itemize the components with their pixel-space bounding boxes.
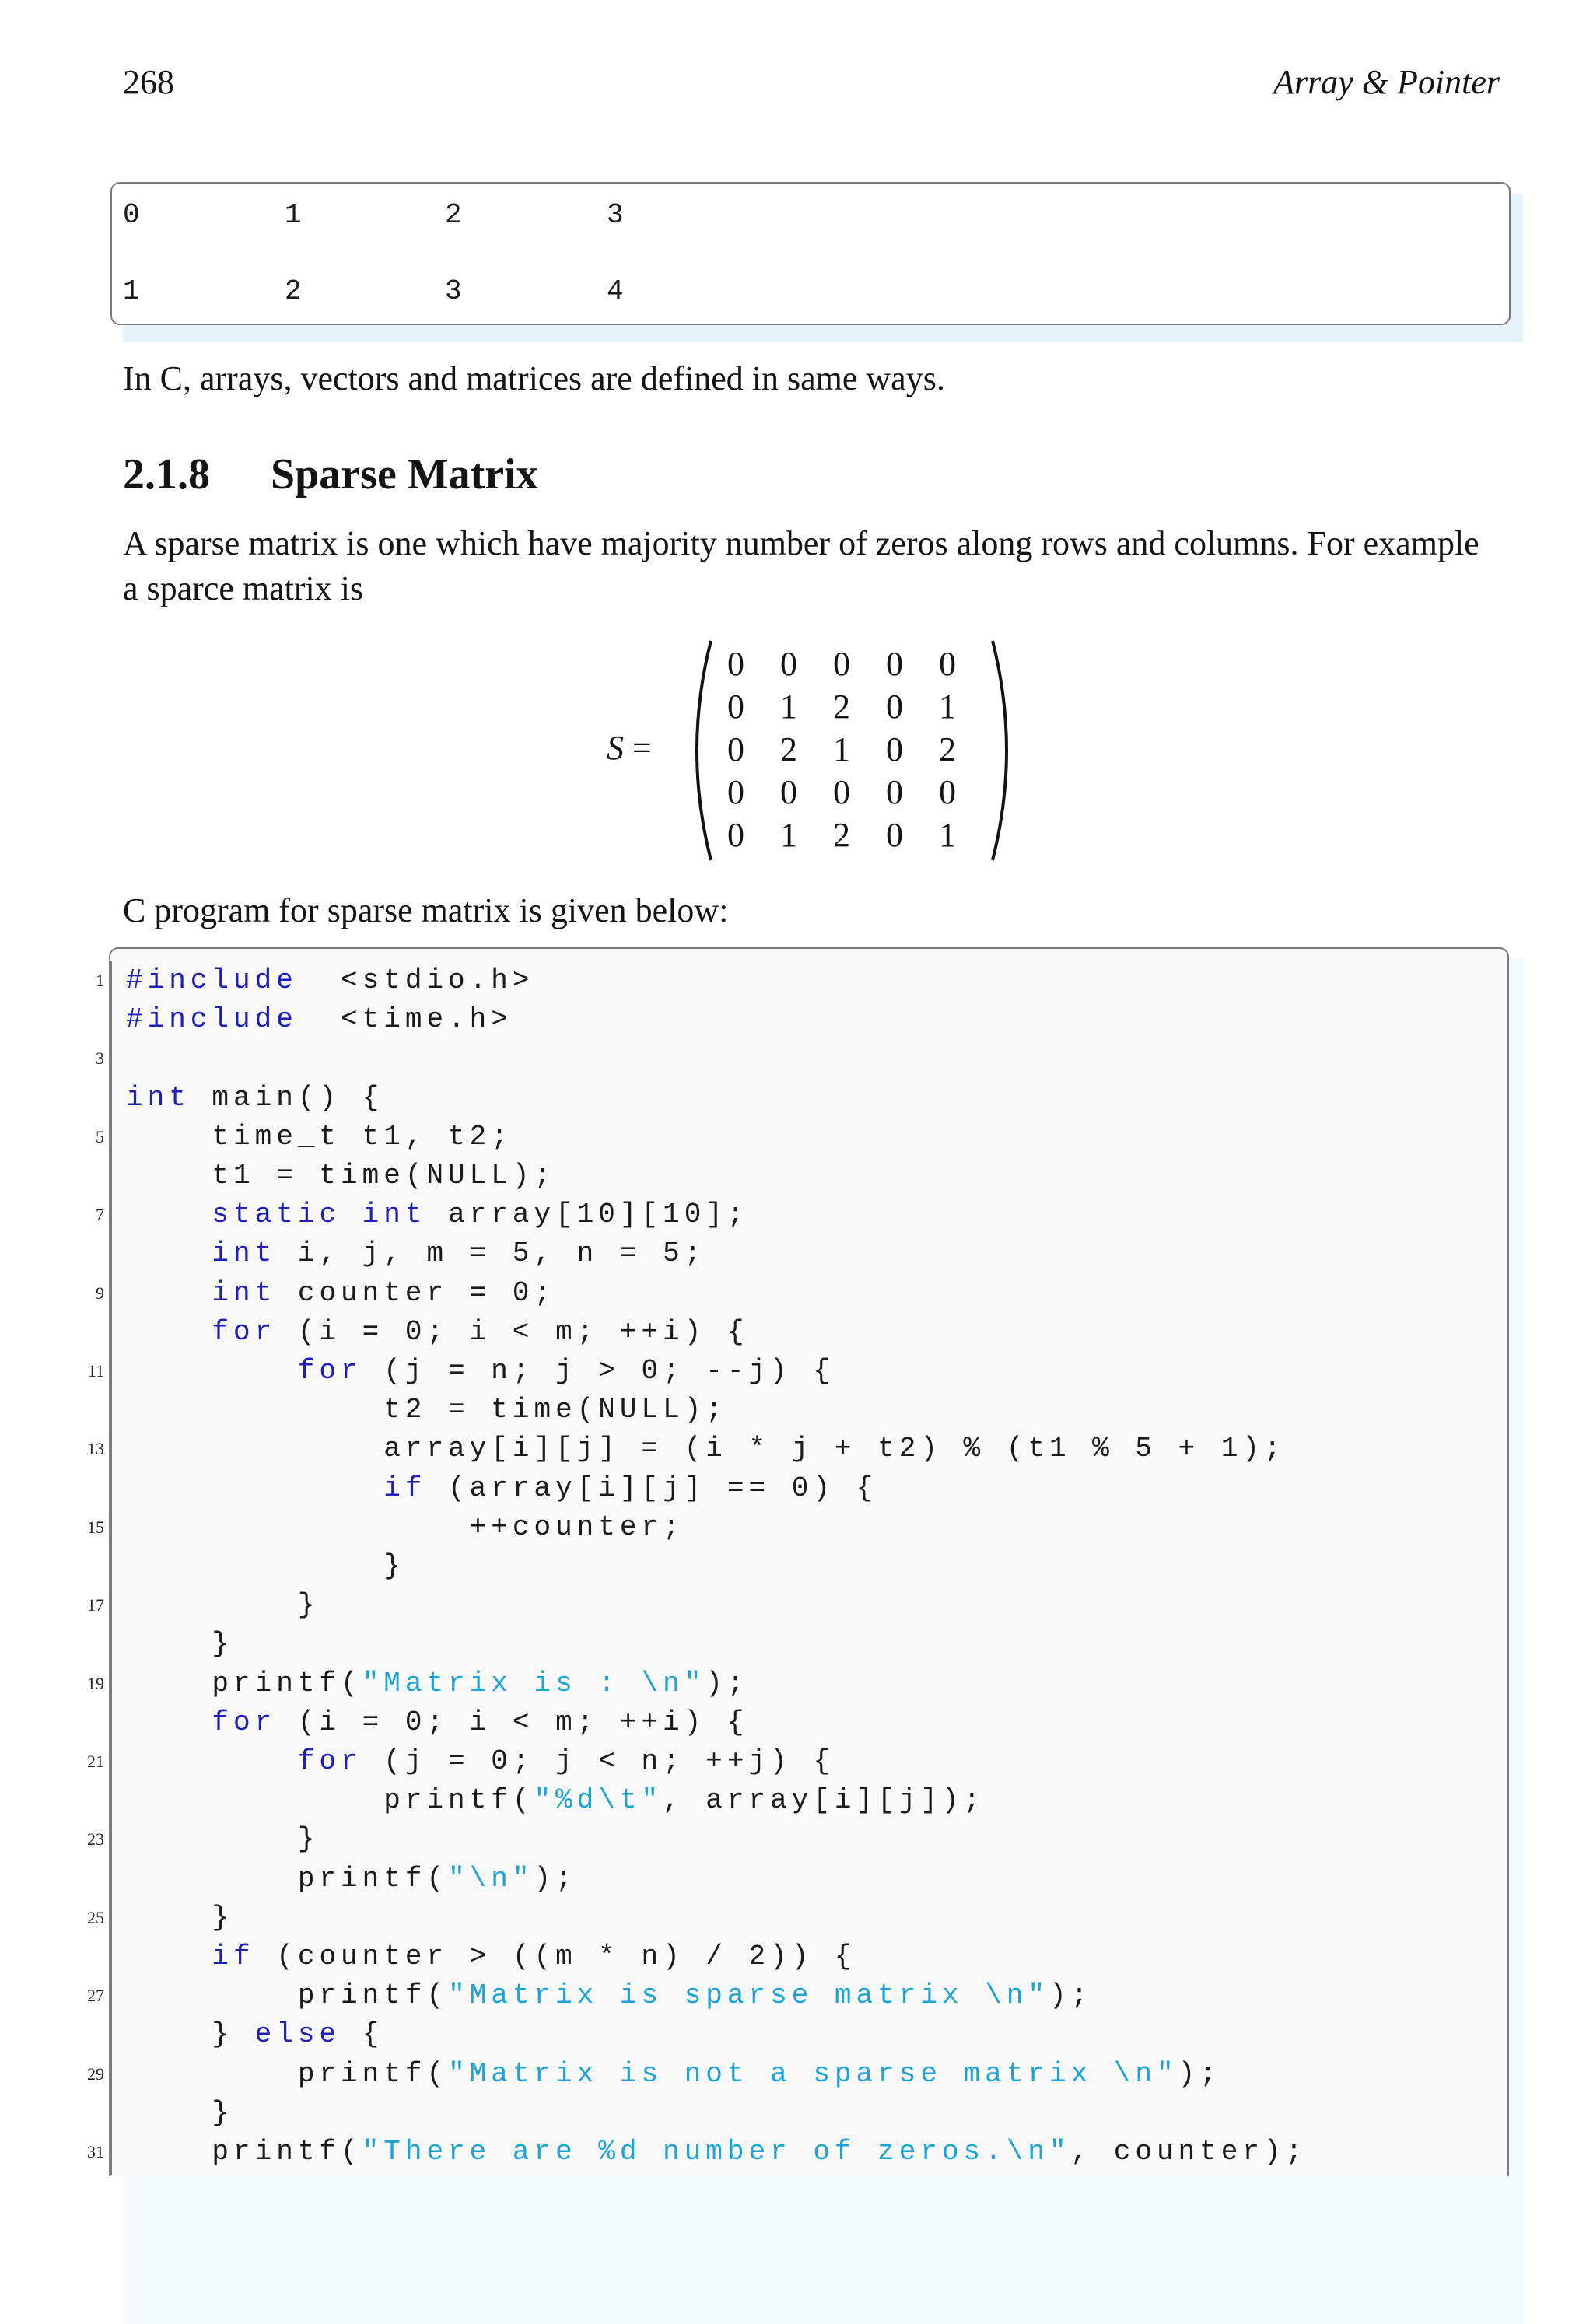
line-number: 1 [96, 971, 104, 990]
code-text: ); [1178, 2057, 1221, 2090]
code-line [126, 1195, 749, 1234]
output-cell: 1 [123, 275, 140, 307]
line-number: 27 [87, 1986, 104, 2006]
line-number: 29 [87, 2063, 104, 2084]
paragraph-arrays: In C, arrays, vectors and matrices are defined in same ways. [123, 359, 945, 397]
matrix-cell: 2 [780, 730, 797, 768]
code-text [126, 1316, 212, 1348]
matrix-cell: 0 [833, 645, 850, 683]
code-text: , array[i][j]); [663, 1784, 986, 1817]
code-keyword: #include [126, 964, 298, 996]
code-keyword: static [212, 1199, 341, 1231]
matrix-cell: 1 [939, 688, 956, 726]
code-text: (array[i][j] == 0) { [426, 1472, 878, 1504]
code-text: ); [1049, 1979, 1093, 2012]
line-number: 23 [87, 1829, 104, 1850]
page-number: 268 [123, 63, 174, 101]
matrix-label [607, 728, 652, 768]
code-text: } [126, 1901, 234, 1934]
line-number: 13 [87, 1439, 104, 1459]
code-string: "Matrix is sparse matrix \n" [448, 1979, 1049, 2012]
section-title: Sparse Matrix [271, 450, 538, 499]
code-line [126, 1391, 727, 1430]
code-line [126, 1118, 513, 1157]
code-text: printf( [126, 1667, 362, 1699]
code-keyword: int [362, 1199, 427, 1231]
code-keyword: #include [126, 1003, 298, 1036]
code-line [126, 1000, 513, 1039]
code-line [126, 961, 534, 1000]
code-text [126, 1472, 383, 1504]
code-line [126, 1469, 877, 1508]
code-text: printf( [126, 1862, 449, 1895]
code-line [126, 2055, 1221, 2094]
matrix-cell: 0 [939, 773, 956, 811]
matrix-cell: 1 [780, 816, 797, 854]
code-line [126, 1625, 233, 1664]
matrix-cell: 0 [727, 688, 744, 726]
code-line [126, 1976, 1092, 2015]
code-line [126, 1547, 405, 1586]
line-number: 25 [87, 1907, 104, 1927]
code-text: printf( [126, 1979, 449, 2012]
code-keyword: if [383, 1472, 427, 1504]
code-keyword: if [212, 1941, 255, 1972]
code-keyword: for [212, 1315, 277, 1348]
line-number: 17 [87, 1595, 104, 1615]
code-text: t1 = time(NULL); [126, 1160, 556, 1192]
matrix-equals: = [632, 729, 652, 767]
code-line [126, 2094, 233, 2133]
code-text: { [341, 2018, 384, 2051]
code-line [126, 1742, 835, 1781]
code-text: } [126, 1550, 405, 1582]
code-text [126, 1237, 212, 1269]
code-line [126, 2133, 1307, 2172]
matrix-cell: 2 [833, 688, 850, 726]
code-string: "%d\t" [534, 1784, 663, 1817]
code-line [126, 1313, 749, 1352]
output-cell: 2 [445, 199, 462, 231]
code-line [126, 1508, 684, 1547]
paragraph-program-intro: C program for sparse matrix is given below: [123, 891, 729, 929]
code-keyword: int [212, 1276, 277, 1309]
code-text: } [126, 2096, 234, 2129]
output-cell: 2 [285, 275, 302, 307]
matrix-cell: 1 [780, 688, 797, 726]
matrix-cell: 0 [886, 730, 903, 768]
code-line [126, 1860, 577, 1899]
code-line [126, 1352, 835, 1391]
line-number: 31 [87, 2142, 104, 2161]
line-number: 15 [87, 1517, 104, 1537]
line-number: 7 [96, 1205, 104, 1225]
output-cell: 3 [607, 199, 624, 231]
code-text [126, 1355, 298, 1387]
code-string: "There are %d number of zeros.\n" [362, 2136, 1071, 2168]
line-number: 19 [87, 1673, 104, 1693]
matrix-cell: 0 [780, 773, 797, 811]
code-keyword: int [212, 1237, 277, 1270]
code-line [126, 1937, 856, 1976]
code-text: (i = 0; i < m; ++i) { [276, 1315, 749, 1348]
code-line [126, 1703, 749, 1742]
matrix-cell: 0 [833, 773, 850, 811]
matrix-cell: 0 [780, 645, 797, 683]
output-row [112, 275, 1509, 306]
code-text: counter = 0; [276, 1276, 556, 1309]
code-line [126, 1079, 383, 1118]
output-cell: 0 [123, 199, 140, 231]
line-number: 9 [96, 1283, 104, 1303]
code-keyword: int [126, 1081, 191, 1114]
code-text: (j = 0; j < n; ++j) { [362, 1745, 835, 1777]
section-heading [123, 450, 538, 499]
code-text: (j = n; j > 0; --j) { [362, 1355, 835, 1387]
code-string: "\n" [448, 1862, 534, 1895]
paragraph-sparse-definition: A sparse matrix is one which have majority number of zeros along rows and columns. For example a sparce matrix is [123, 524, 1479, 607]
code-text: <stdio.h> [297, 964, 534, 996]
matrix-cell: 0 [727, 773, 744, 811]
code-text: printf( [126, 2136, 362, 2168]
code-keyword: else [254, 2018, 341, 2051]
code-line [126, 1157, 555, 1195]
code-text: ++counter; [126, 1510, 684, 1543]
matrix-cell: 1 [939, 816, 956, 854]
code-line [126, 1430, 1286, 1468]
code-keyword: for [297, 1745, 362, 1777]
code-line [126, 1234, 705, 1273]
chapter-title: Array & Pointer [1273, 63, 1500, 101]
code-keyword: for [297, 1355, 362, 1387]
matrix-cell: 0 [886, 645, 903, 683]
output-row [112, 199, 1509, 230]
code-text: } [126, 1628, 234, 1661]
code-text: <time.h> [297, 1003, 513, 1036]
code-line [126, 1820, 319, 1859]
matrix-cell: 2 [833, 816, 850, 854]
code-text: , counter); [1070, 2136, 1308, 2168]
code-text: printf( [126, 1784, 534, 1817]
code-line [126, 1274, 555, 1313]
line-number: 3 [96, 1048, 104, 1069]
code-text [341, 1199, 362, 1230]
sparse-matrix [684, 638, 1011, 863]
code-text [126, 1941, 212, 1972]
code-text: main() { [190, 1081, 384, 1114]
code-line [126, 2015, 383, 2054]
code-text [126, 1199, 212, 1230]
line-number: 5 [96, 1126, 104, 1146]
output-cell: 1 [285, 199, 302, 231]
code-text [126, 1277, 212, 1309]
matrix-cell: 0 [886, 816, 903, 854]
line-number: 11 [87, 1361, 104, 1381]
code-text: time_t t1, t2; [126, 1120, 513, 1153]
matrix-cell: 0 [886, 688, 903, 726]
code-text: i, j, m = 5, n = 5; [276, 1237, 706, 1270]
code-keyword: for [212, 1706, 277, 1738]
matrix-cell: 1 [833, 730, 850, 768]
matrix-cell: 0 [727, 816, 744, 854]
section-number: 2.1.8 [123, 450, 210, 499]
code-text: ); [534, 1862, 577, 1895]
code-string: "Matrix is not a sparse matrix \n" [448, 2057, 1178, 2090]
code-text: (i = 0; i < m; ++i) { [276, 1706, 749, 1738]
code-text: printf( [126, 2057, 449, 2090]
code-text: } [126, 2018, 255, 2051]
code-text [126, 1745, 298, 1777]
code-text: } [126, 1589, 320, 1622]
output-cell: 4 [607, 275, 624, 307]
matrix-cell: 0 [727, 645, 744, 683]
matrix-cell: 0 [886, 773, 903, 811]
code-line [126, 1781, 985, 1820]
code-text: } [126, 1823, 320, 1856]
code-text: (counter > ((m * n) / 2)) { [254, 1941, 856, 1972]
code-text [126, 1706, 212, 1738]
matrix-cell: 0 [939, 645, 956, 683]
code-line [126, 1664, 749, 1703]
code-string: "Matrix is : \n" [362, 1667, 706, 1699]
line-number-rule [110, 961, 112, 2175]
code-line [126, 1586, 319, 1625]
program-output-box [110, 182, 1511, 325]
matrix-cell: 2 [939, 730, 956, 768]
code-text: array[10][10]; [426, 1199, 749, 1231]
matrix-cell: 0 [727, 730, 744, 768]
line-number: 21 [87, 1752, 104, 1771]
code-line [126, 1899, 233, 1937]
code-text: array[i][j] = (i * j + t2) % (t1 % 5 + 1); [126, 1433, 1286, 1465]
output-cell: 3 [445, 275, 462, 307]
code-text: t2 = time(NULL); [126, 1394, 727, 1426]
matrix-variable: S [607, 729, 624, 767]
code-text: ); [705, 1667, 749, 1699]
